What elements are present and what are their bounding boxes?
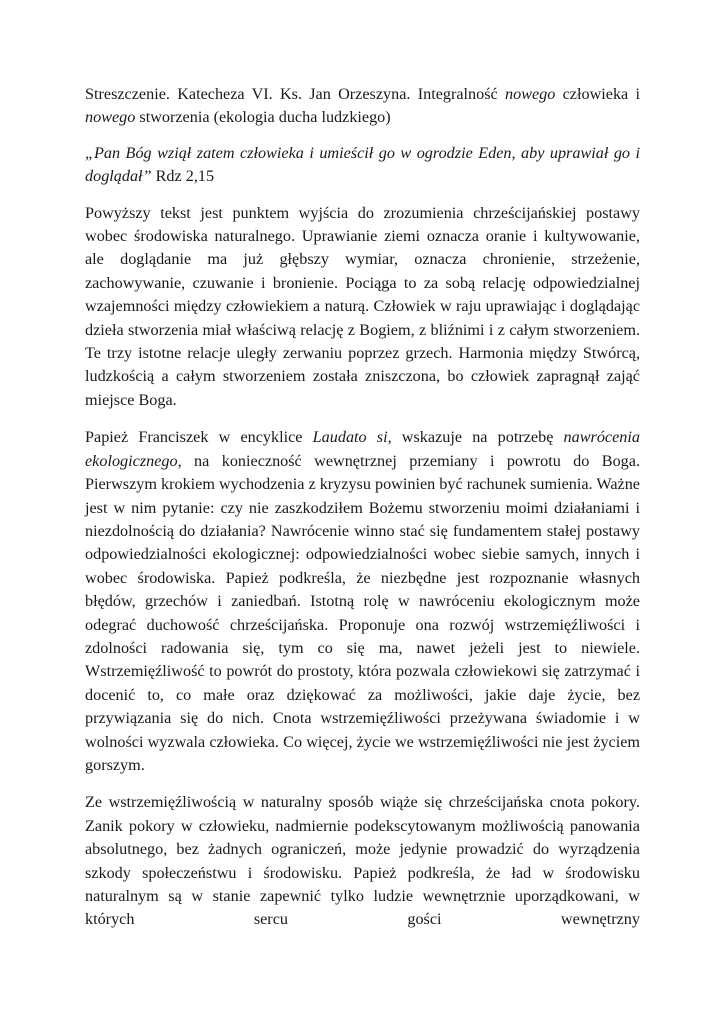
paragraph-2-text: Papież Franciszek w encyklice [85,428,313,447]
title-text: Streszczenie. Katecheza VI. Ks. Jan Orzeszyna. Integralność [85,85,505,103]
title-emphasis-nowego: nowego [85,108,136,127]
bible-quote [85,142,640,189]
paragraph-3: Ze wstrzemięźliwością w naturalny sposób wiąże się chrześcijańska cnota pokory. Zanik pokory w człowieku, nadmiernie podekscytowanym możliwością panowania absolutnego, bez żadnych ograniczeń, może jedynie prowadzić do wyrządzenia szkody społeczeństwu i środowisku. Papież podkreśla, że ład w środowisku naturalnym są w stanie zapewnić tylko ludzie wewnętrznie uporządkowani, w których sercu gości wewnętrzny [85,793,640,929]
ecological-conversion-term: nawrócenia ekologicznego [85,428,640,470]
paragraph-1: Powyższy tekst jest punktem wyjścia do zrozumienia chrześcijańskiej postawy wobec środowiska naturalnego. Uprawianie ziemi oznacza oranie i kultywowanie, ale doglądanie ma już głębszy wymiar, oznacza chronienie, strzeżenie, zachowywanie, czuwanie i bronienie. Pociąga to za sobą relację odpowiedzialnej wzajemności między człowiekiem a naturą. Człowiek w raju uprawiając i doglądając dzieła stworzenia miał właściwą relację z Bogiem, z bliźnimi i z całym stworzeniem. Te trzy istotne relacje uległy zerwaniu poprzez grzech. Harmonia między Stwórcą, ludzkością a całym stworzeniem została zniszczona, bo człowiek zapragnął zająć miejsce Boga. [85,203,640,409]
title-text: człowieka i [555,85,640,103]
quote-reference: Rdz 2,15 [151,167,215,186]
document-title [85,83,640,130]
title-text: stworzenia (ekologia ducha ludzkiego) [135,108,391,127]
encyclical-title: Laudato si, [312,428,392,447]
quote-text: „Pan Bóg wziął zatem człowieka i umieścił go w ogrodzie Eden, aby uprawiał go i doglądał” [85,143,640,186]
title-emphasis-nowego: nowego [505,85,556,103]
paragraph-2-text: wskazuje na potrzebę [391,428,564,447]
document-page [85,83,640,946]
paragraph-2-text: , na konieczność wewnętrznej przemiany i powrotu do Boga. Pierwszym krokiem wychodzenia z kryzysu powinien być rachunek sumienia. Ważne jest w nim pytanie: czy nie zaszkodziłem Bożemu stworzeniu moimi działaniami i niezdolnością do działania? Nawrócenie winno stać się fundamentem stałej postawy odpowiedzialności ekologicznej: odpowiedzialności wobec siebie samych, innych i wobec środowiska. Papież podkreśla, że niezbędne jest rozpoznanie własnych błędów, grzechów i zaniedbań. Istotną rolę w nawróceniu ekologicznym może odegrać duchowość chrześcijańska. Proponuje ona rozwój wstrzemięźliwości i zdolności radowania się, tym co się ma, nawet jeżeli jest to niewiele. Wstrzemięźliwość to powrót do prostoty, która pozwala człowiekowi się zatrzymać i docenić to, co małe oraz dziękować za możliwości, jakie daje życie, bez przywiązania się do nich. Cnota wstrzemięźliwości przeżywana świadomie i w wolności wyzwala człowieka. Co więcej, życie we wstrzemięźliwości nie jest życiem gorszym. [85,451,640,774]
paragraph-2 [85,426,640,777]
